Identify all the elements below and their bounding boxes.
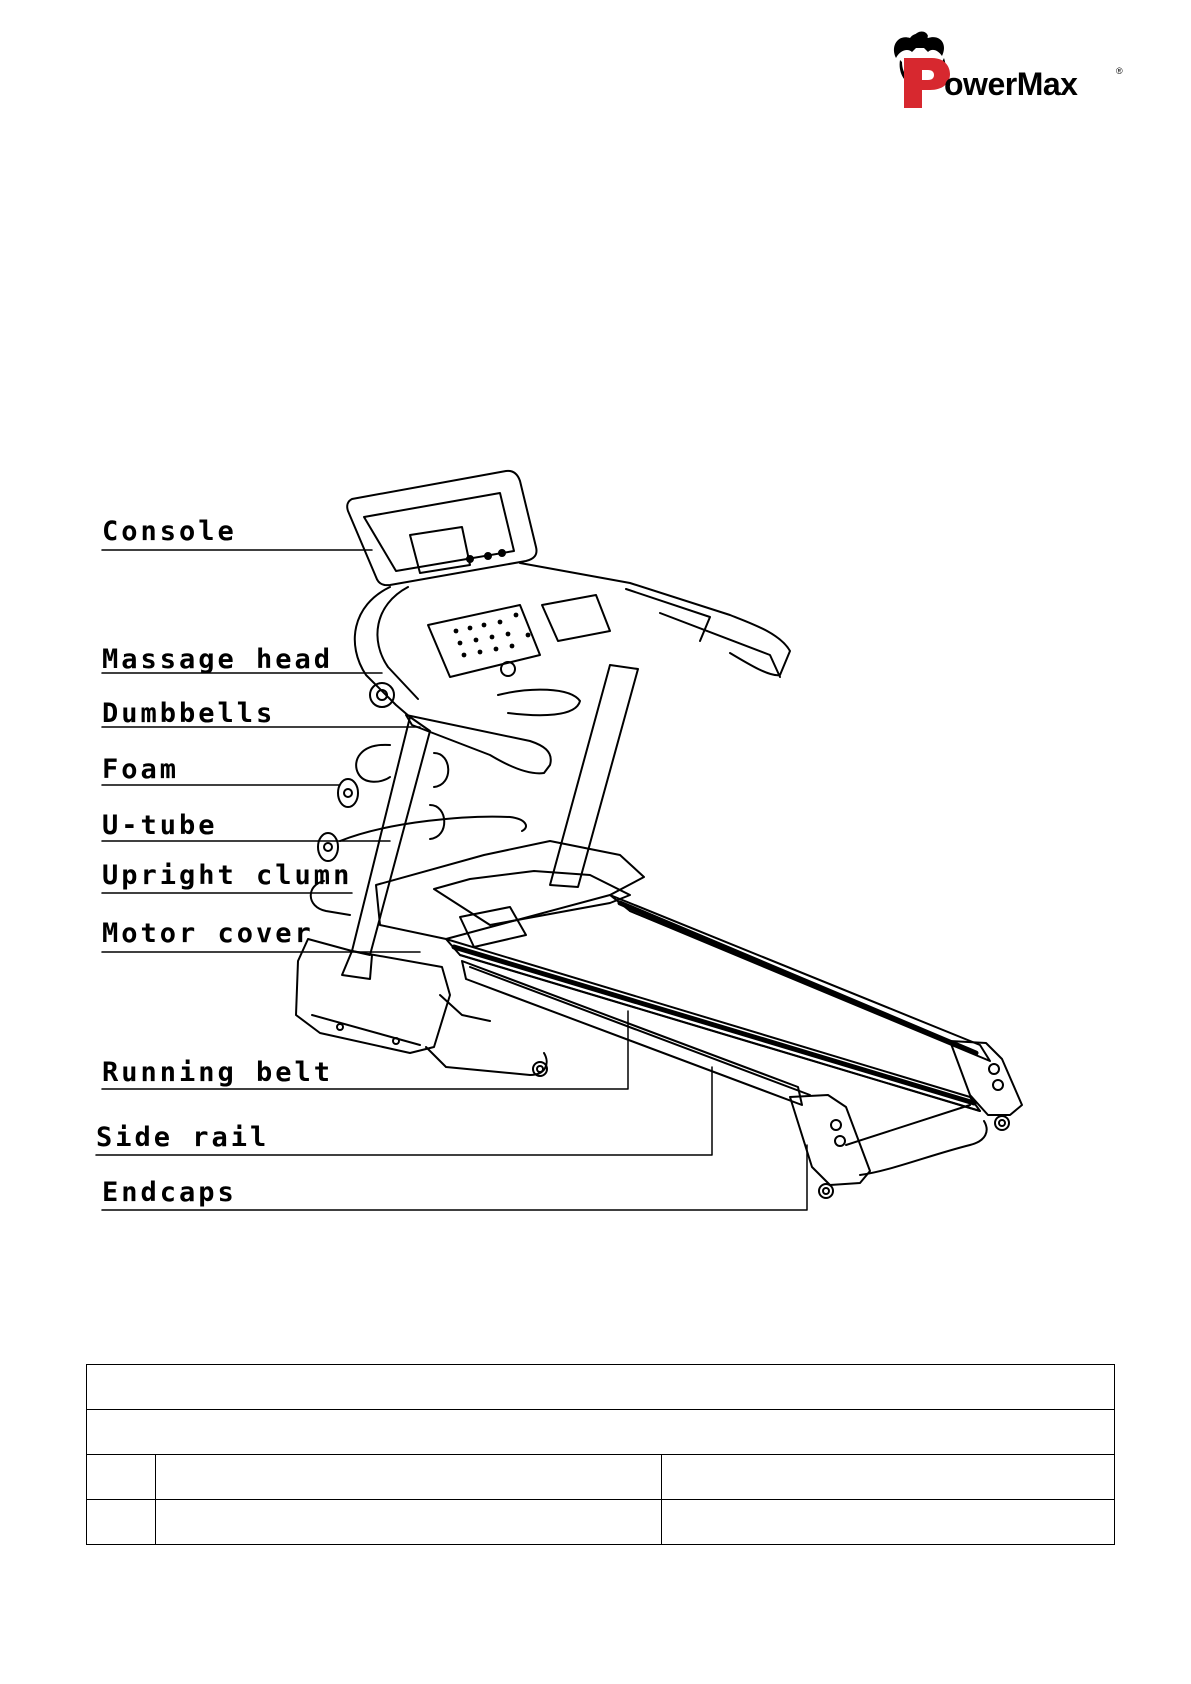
table-cell <box>662 1455 1115 1500</box>
table-cell <box>87 1410 1115 1455</box>
table-cell <box>87 1365 1115 1410</box>
logo-wordmark: owerMax <box>944 66 1078 102</box>
table-row <box>87 1500 1115 1545</box>
table-cell <box>87 1455 156 1500</box>
treadmill-diagram <box>90 455 1120 1325</box>
deck-drawing <box>296 841 1022 1198</box>
callout-foam: Foam <box>102 754 180 785</box>
handlebar-drawing <box>355 563 790 773</box>
callout-motor-cover: Motor cover <box>102 918 314 949</box>
table-row <box>87 1455 1115 1500</box>
table-row <box>87 1365 1115 1410</box>
callout-console: Console <box>102 516 237 547</box>
table-cell <box>662 1500 1115 1545</box>
callout-running-belt: Running belt <box>102 1057 334 1088</box>
table-cell <box>156 1455 662 1500</box>
powermax-logo <box>884 28 1124 123</box>
callout-endcaps: Endcaps <box>102 1177 237 1208</box>
upright-column-drawing <box>342 665 638 979</box>
spec-table <box>86 1364 1115 1545</box>
table-row <box>87 1410 1115 1455</box>
callout-massage-head: Massage head <box>102 644 334 675</box>
callout-dumbbells: Dumbbells <box>102 698 276 729</box>
table-cell <box>87 1500 156 1545</box>
callout-u-tube: U-tube <box>102 810 218 841</box>
callout-upright-column: Upright clumn <box>102 860 353 891</box>
callout-side-rail: Side rail <box>96 1122 270 1153</box>
registered-mark: ® <box>1116 66 1123 76</box>
console-screen-drawing <box>347 471 536 585</box>
table-cell <box>156 1500 662 1545</box>
